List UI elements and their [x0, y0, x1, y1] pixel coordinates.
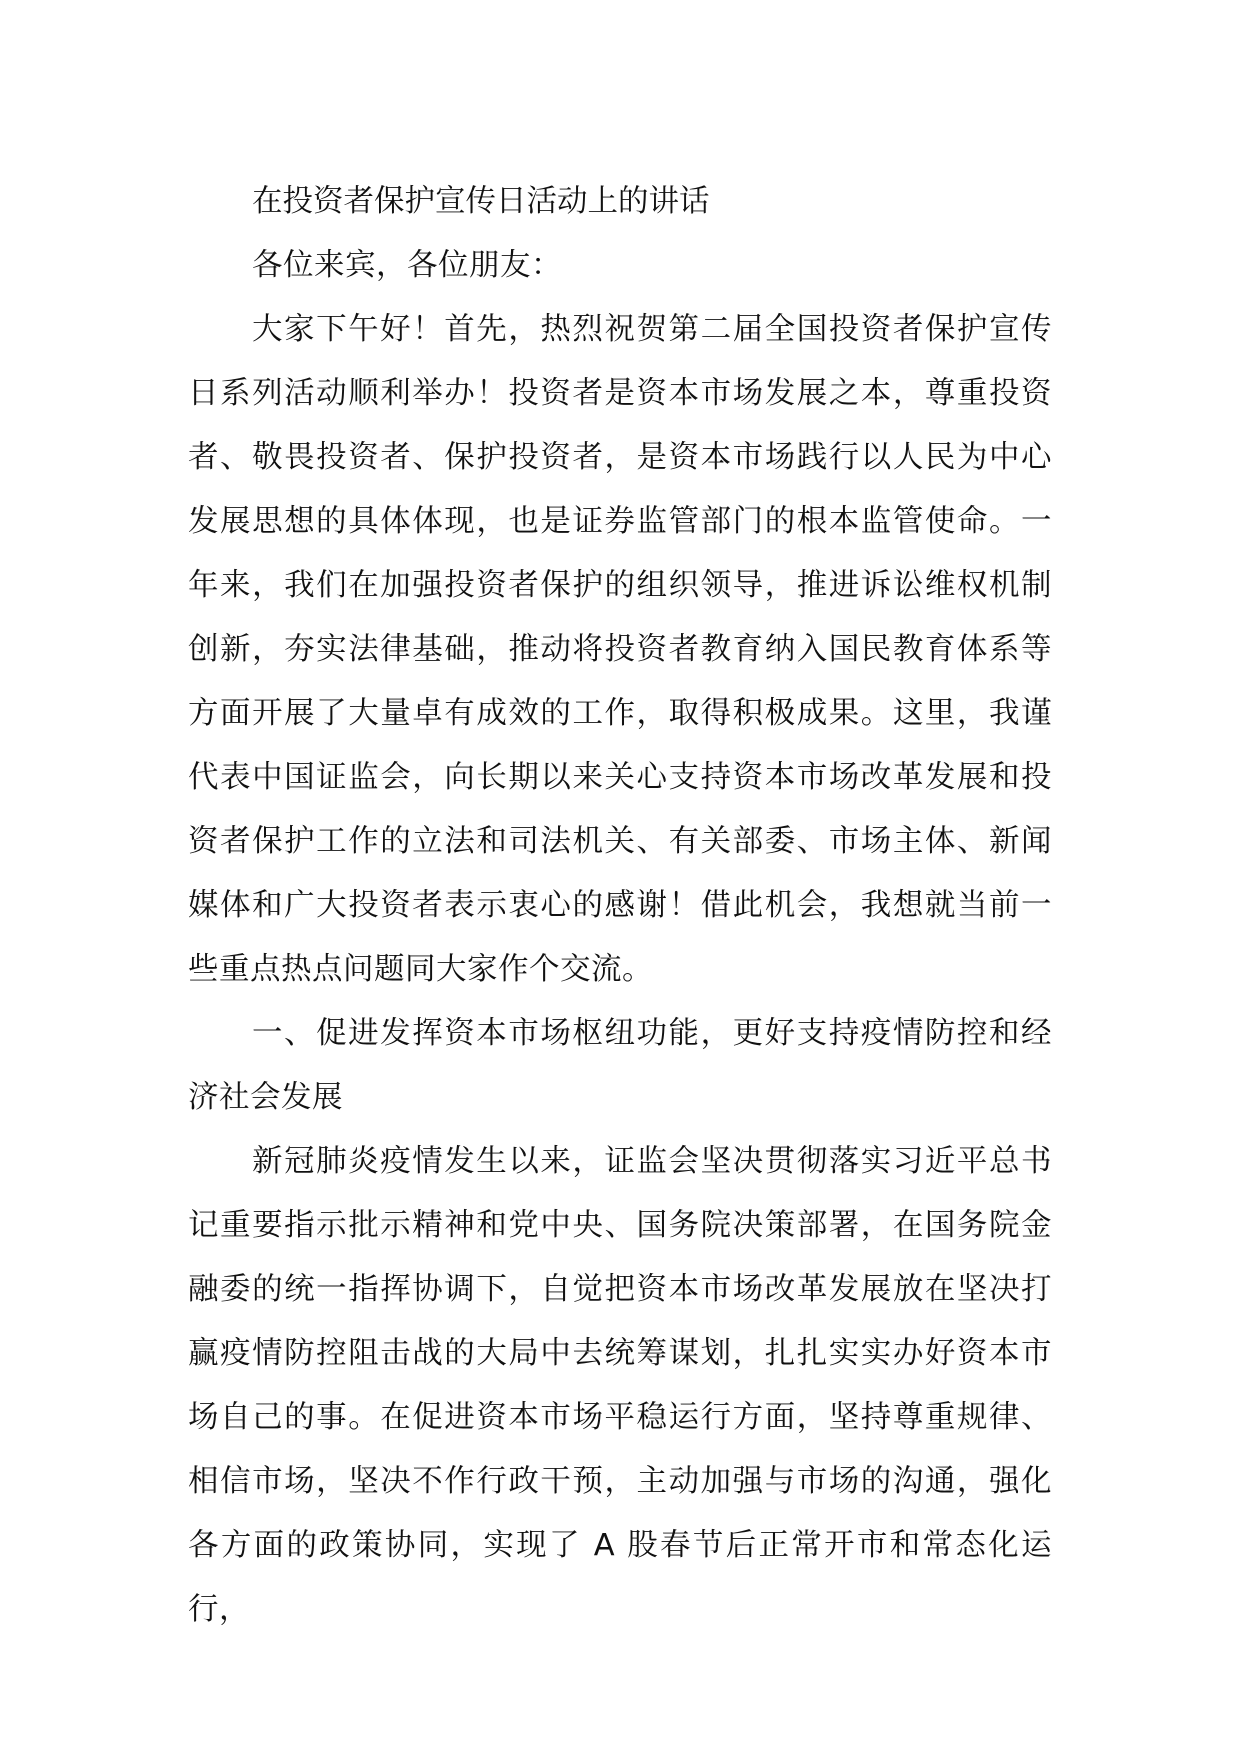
salutation: 各位来宾，各位朋友：: [252, 248, 562, 283]
document-title: 在投资者保护宣传日活动上的讲话: [252, 184, 710, 219]
paragraph-greeting: 大家下午好！首先，热烈祝贺第二届全国投资者保护宣传日系列活动顺利举办！投资者是资本市场发展之本，尊重投资者、敬畏投资者、保护投资者，是资本市场践行以人民为中心发展思想的具体体现，也是证券监管部门的根本监管使命。一年来，我们在加强投资者保护的组织领导，推进诉讼维权机制创新，夯实法律基础，推动将投资者教育纳入国民教育体系等方面开展了大量卓有成效的工作，取得积极成果。这里，我谨代表中国证监会，向长期以来关心支持资本市场改革发展和投资者保护工作的立法和司法机关、有关部委、市场主体、新闻媒体和广大投资者表示衷心的感谢！借此机会，我想就当前一些重点热点问题同大家作个交流。: [188, 312, 1052, 987]
paragraph-section-1: 新冠肺炎疫情发生以来，证监会坚决贯彻落实习近平总书记重要指示批示精神和党中央、国务院决策部署，在国务院金融委的统一指挥协调下，自觉把资本市场改革发展放在坚决打赢疫情防控阻击战的大局中去统筹谋划，扎扎实实办好资本市场自己的事。在促进资本市场平稳运行方面，坚持尊重规律、相信市场，坚决不作行政干预，主动加强与市场的沟通，强化各方面的政策协同，实现了 A 股春节后正常开市和常态化运行，: [188, 1144, 1052, 1627]
document-body: [188, 170, 1052, 1642]
section-heading-1: 一、促进发挥资本市场枢纽功能，更好支持疫情防控和经济社会发展: [188, 1016, 1052, 1115]
